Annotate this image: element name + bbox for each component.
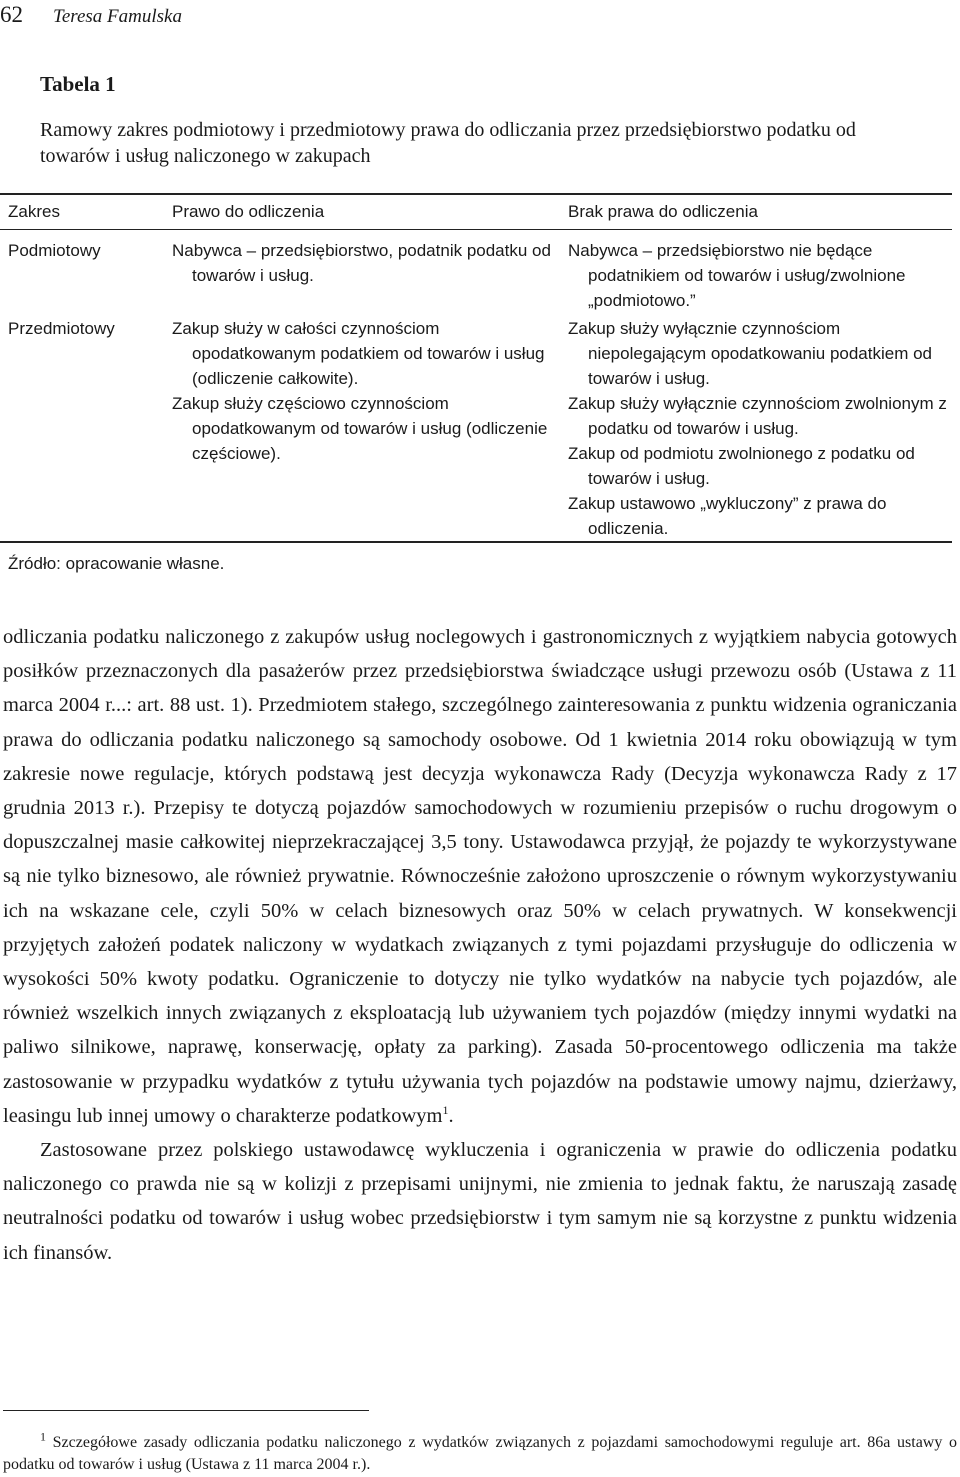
row-scope-przedmiotowy: Przedmiotowy bbox=[8, 319, 115, 338]
footnote bbox=[3, 1429, 958, 1476]
running-header bbox=[0, 2, 182, 32]
footnote-reference[interactable]: 1 bbox=[442, 1103, 449, 1118]
no-right-item: Zakup służy wyłącznie czynnościom niepolegającym opodatkowaniu podatkiem od towarów i usług. bbox=[568, 319, 933, 388]
table-top-rule bbox=[0, 193, 952, 195]
right-item: Zakup służy w całości czynnościom opodatkowanym podatkiem od towarów i usług (odliczenie całkowite). bbox=[172, 319, 545, 388]
deduction-table bbox=[0, 193, 952, 543]
column-header-no-right: Brak prawa do odliczenia bbox=[568, 202, 758, 221]
table-source: Źródło: opracowanie własne. bbox=[8, 554, 225, 573]
table-header-rule bbox=[0, 229, 952, 230]
no-right-item: Zakup służy wyłącznie czynnościom zwolnionym z podatku od towarów i usług. bbox=[568, 394, 947, 438]
no-right-item: Zakup ustawowo „wykluczony” z prawa do odliczenia. bbox=[568, 494, 887, 538]
row-przedmiotowy-no-right bbox=[568, 316, 948, 541]
row-scope-podmiotowy: Podmiotowy bbox=[8, 241, 101, 260]
paragraph-end: . bbox=[448, 1104, 454, 1127]
row-podmiotowy-right: Nabywca – przedsiębiorstwo, podatnik podatku od towarów i usług. bbox=[172, 241, 551, 285]
right-item: Zakup służy częściowo czynnościom opodatkowanym od towarów i usług (odliczenie częściowe). bbox=[172, 394, 548, 463]
paragraph: Zastosowane przez polskiego ustawodawcę wykluczenia i ograniczenia w prawie do odliczenia podatku naliczonego co prawda nie są w kolizji z przepisami unijnymi, nie zmienia to jednak faktu, że naruszają zasadę neutralności podatku od towarów i usług wobec przedsiębiorstw i tym samym nie są korzystne z punktu widzenia ich finansów. bbox=[3, 1139, 957, 1264]
page-number: 62 bbox=[0, 2, 23, 27]
running-author: Teresa Famulska bbox=[53, 6, 182, 27]
column-header-right: Prawo do odliczenia bbox=[172, 202, 325, 221]
row-przedmiotowy-right bbox=[172, 316, 552, 466]
footnote-mark: 1 bbox=[40, 1429, 46, 1444]
table-caption: Ramowy zakres podmiotowy i przedmiotowy prawa do odliczania przez przedsiębiorstwo podatku od towarów i usług naliczonego w zakupach bbox=[40, 119, 856, 167]
body-text bbox=[3, 620, 957, 1270]
footnote-rule bbox=[3, 1410, 369, 1411]
footnote-text: Szczegółowe zasady odliczania podatku naliczonego z wydatków związanych z pojazdami samochodowymi reguluje art. 86a ustawy o podatku od towarów i usług (Ustawa z 11 marca 2004 r.). bbox=[3, 1434, 958, 1473]
no-right-item: Zakup od podmiotu zwolnionego z podatku od towarów i usług. bbox=[568, 444, 915, 488]
paragraph bbox=[3, 620, 957, 1133]
table-bottom-rule bbox=[0, 541, 952, 543]
paragraph-text: odliczania podatku naliczonego z zakupów usług noclegowych i gastronomicznych z wyjątkiem nabycia gotowych posiłków przeznaczonych dla pasażerów przez przedsiębiorstwa świadczące usługi przewozu osób (Ustawa z 11 marca 2004 r...: art. 88 ust. 1). Przedmiotem stałego, szczególnego zainteresowania z punktu widzenia ograniczania prawa do odliczania podatku naliczonego są samochody osobowe. Od 1 kwietnia 2014 roku obowiązują w tym zakresie nowe regulacje, których podstawą jest decyzja wykonawcza Rady (Decyzja wykonawcza Rady z 17 grudnia 2013 r.). Przepisy te dotyczą pojazdów samochodowych w rozumieniu przepisów o ruchu drogowym o dopuszczalnej masie całkowitej nieprzekraczającej 3,5 tony. Ustawodawca przyjął, że pojazdy te wykorzystywane są nie tylko biznesowo, ale również prywatnie. Równocześnie założono uproszczenie o równym wykorzystywaniu ich na wskazane cele, czyli 50% w celach biznesowych oraz 50% w celach prywatnych. W konsekwencji przyjętych założeń podatek naliczony w wydatkach związanych z tymi pojazdami przysługuje do odliczenia w wysokości 50% kwoty podatku. Ograniczenie to dotyczy nie tylko wydatków na nabycie tych pojazdów, ale również wszelkich innych związanych z eksploatacją lub używaniem tych pojazdów (między innymi wydatki na paliwo silnikowe, naprawę, konserwację, opłaty za parking). Zasada 50-procentowego odliczenia ma także zastosowanie w przypadku wydatków z tytułu używania tych pojazdów na podstawie umowy najmu, dzierżawy, leasingu lub innej umowy o charakterze podatkowym bbox=[3, 626, 957, 1127]
table-label: Tabela 1 bbox=[40, 72, 116, 96]
row-podmiotowy-no-right: Nabywca – przedsiębiorstwo nie będące podatnikiem od towarów i usług/zwolnione „podmiotowo.” bbox=[568, 241, 906, 310]
column-header-scope: Zakres bbox=[8, 202, 60, 221]
